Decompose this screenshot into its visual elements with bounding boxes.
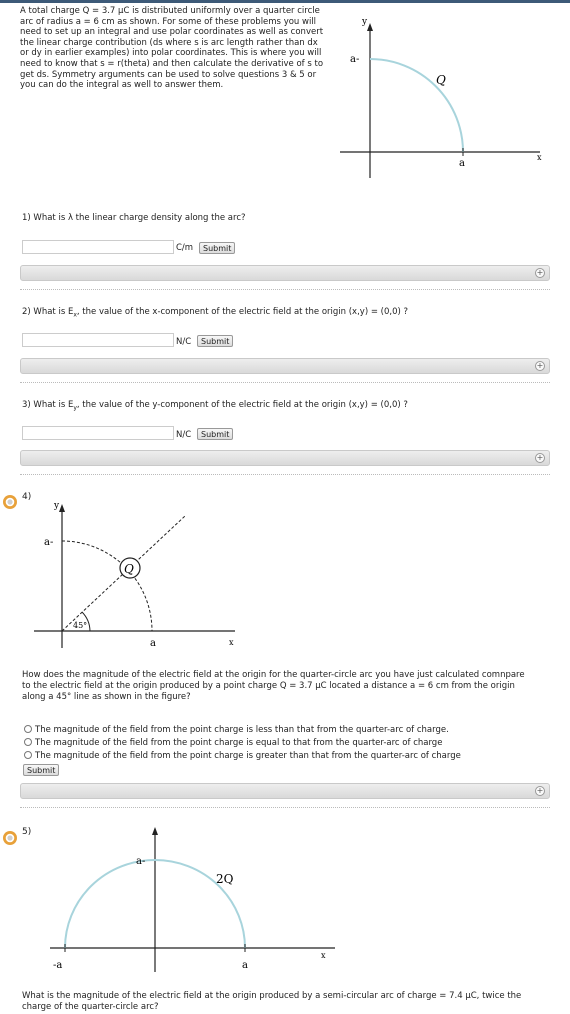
x-a-label: a — [459, 158, 465, 169]
neg-x-a-label: -a — [53, 960, 63, 971]
intro-line: A total charge Q = 3.7 μC is distributed uniformly over a quarter circle — [20, 6, 320, 16]
y-a-label: a- — [136, 856, 146, 867]
y-a-label: a- — [350, 54, 360, 65]
divider — [20, 382, 550, 383]
x-axis-label: x — [321, 951, 326, 960]
charge-label: 2Q — [216, 872, 234, 886]
charge-label: Q — [124, 562, 134, 576]
submit-4-button[interactable]: Submit — [23, 764, 59, 776]
angle-label: 45° — [73, 621, 88, 630]
y-axis-label: y — [54, 501, 60, 511]
submit-3-button[interactable]: Submit — [197, 428, 233, 440]
question-4-number: 4) — [22, 492, 32, 502]
plus-icon[interactable]: + — [536, 361, 544, 370]
option-less[interactable] — [24, 724, 449, 737]
plus-icon[interactable]: + — [536, 453, 544, 462]
intro-line: get ds. Symmetry arguments can be used to solve questions 3 & 5 or — [20, 69, 317, 80]
intro-line: arc of radius a = 6 cm as shown. For some of these problems you will — [20, 16, 317, 27]
y-axis-arrow — [367, 23, 373, 31]
y-axis-label: y — [362, 17, 368, 27]
hint-bar-4[interactable] — [20, 783, 550, 799]
x-axis-label: x — [229, 638, 234, 647]
plus-icon[interactable]: + — [536, 268, 544, 277]
problem-intro — [20, 6, 340, 91]
answer-2-input[interactable] — [22, 333, 174, 347]
plus-icon[interactable]: + — [536, 786, 544, 795]
question-3-text: 3) What is $E_y$, the value of the y-component of the electric field at the origin (x,y) = (0,0) ? — [22, 400, 408, 412]
answer-1-input[interactable] — [22, 240, 174, 254]
intro-line: or dy in earlier examples) into polar coordinates. This is where you will — [20, 48, 322, 59]
top-bar — [0, 0, 570, 3]
question-2-text: 2) What is $E_x$, the value of the x-component of the electric field at the origin (x,y) = (0,0) ? — [22, 307, 409, 319]
answer-2-unit: N/C — [176, 337, 192, 347]
quarter-arc — [370, 59, 463, 152]
hint-bar-1[interactable] — [20, 265, 550, 281]
hint-bar-3[interactable] — [20, 450, 550, 466]
intro-line: need to know that s = r(theta) and then calculate the derivative of s to — [20, 58, 324, 69]
dashed-arc — [62, 541, 152, 631]
quarter-arc-figure — [340, 10, 560, 180]
question-5-number: 5) — [22, 827, 32, 837]
question-4-text — [22, 670, 552, 703]
question-status-icon — [2, 494, 18, 510]
question-text-line: charge of the quarter-circle arc? — [22, 1002, 159, 1012]
answer-3-input[interactable] — [22, 426, 174, 440]
option-label: The magnitude of the field from the point charge is greater than that from the quarter-arc of charge — [35, 751, 461, 761]
semicircle-figure — [40, 820, 340, 980]
option-greater[interactable] — [24, 750, 461, 763]
question-5-text — [22, 991, 552, 1013]
radio-button[interactable] — [24, 725, 32, 733]
x-a-label: a — [242, 960, 248, 971]
submit-2-button[interactable]: Submit — [197, 335, 233, 347]
answer-3-unit: N/C — [176, 430, 192, 440]
question-status-icon — [2, 830, 18, 846]
radio-button[interactable] — [24, 738, 32, 746]
y-a-label: a- — [44, 537, 54, 548]
divider — [20, 807, 550, 808]
intro-line: need to set up an integral and use polar coordinates as well as convert — [20, 27, 324, 38]
charge-label: Q — [436, 73, 446, 87]
option-equal[interactable] — [24, 737, 442, 750]
x-axis-label: x — [537, 153, 542, 162]
point-charge-figure — [30, 498, 250, 653]
option-label: The magnitude of the field from the point charge is less than that from the quarter-arc of charge. — [35, 725, 449, 735]
question-text-line: What is the magnitude of the electric field at the origin produced by a semi-circular arc of charge = 7.4 μC, twice the — [22, 991, 522, 1001]
intro-line: you can do the integral as well to answer them. — [20, 80, 224, 91]
option-label: The magnitude of the field from the point charge is equal to that from the quarter-arc of charge — [35, 738, 443, 748]
question-text-line: along a 45° line as shown in the figure? — [22, 692, 191, 702]
answer-1-unit: C/m — [176, 243, 194, 253]
intro-line: the linear charge contribution (ds where s is arc length rather than dx — [20, 37, 318, 48]
question-text-line: to the electric field at the origin produced by a point charge Q = 3.7 μC located a distance a = 6 cm from the origin — [22, 681, 515, 691]
radio-button[interactable] — [24, 751, 32, 759]
question-text-line: How does the magnitude of the electric field at the origin for the quarter-circle arc you have just calculated comnpare — [22, 670, 525, 680]
question-1-text: 1) What is λ the linear charge density along the arc? — [22, 213, 246, 223]
submit-1-button[interactable]: Submit — [199, 242, 235, 254]
y-axis-arrow — [59, 504, 65, 512]
x-a-label: a — [150, 638, 156, 649]
divider — [20, 289, 550, 290]
y-axis-arrow — [152, 827, 158, 835]
divider — [20, 474, 550, 475]
hint-bar-2[interactable] — [20, 358, 550, 374]
